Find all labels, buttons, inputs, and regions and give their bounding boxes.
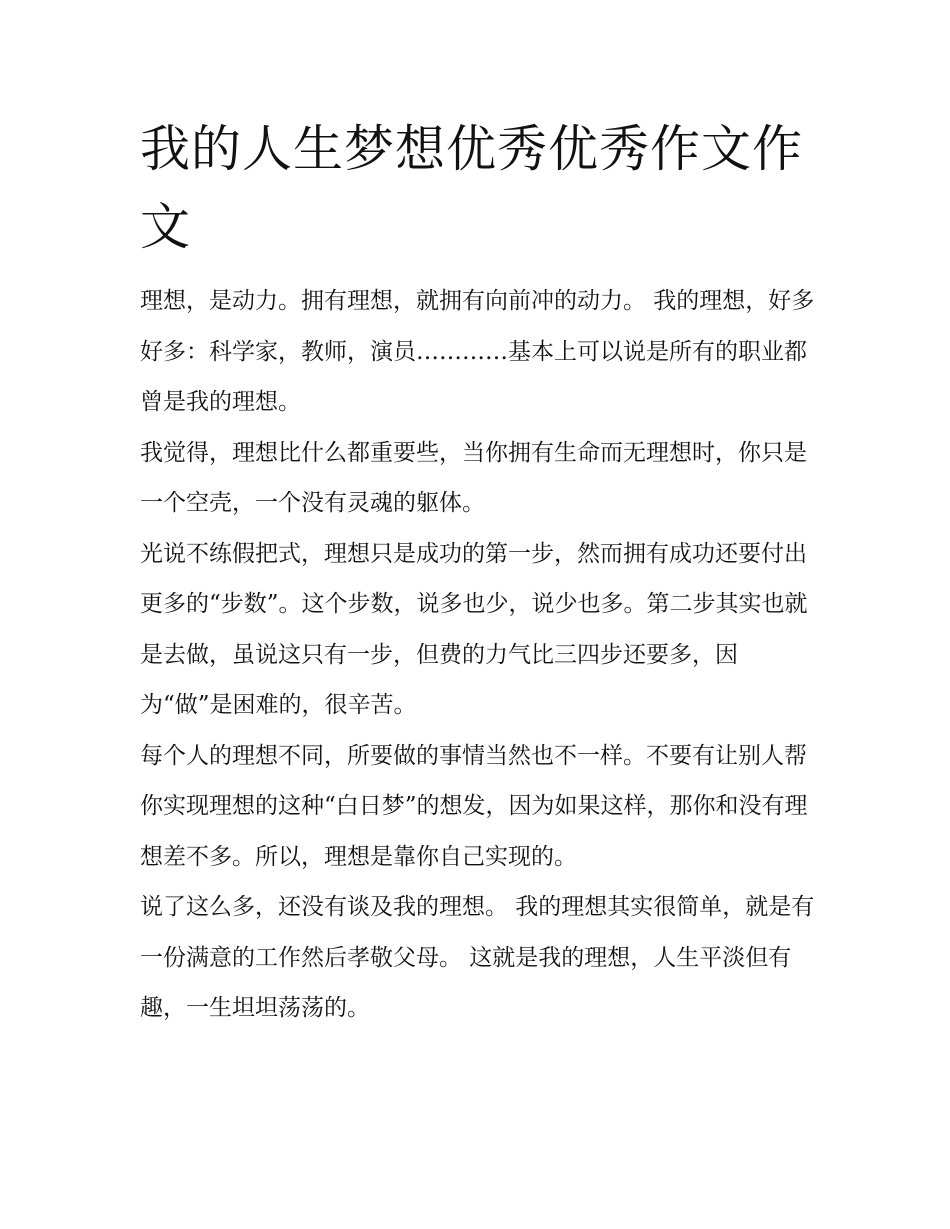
document-title: 我的人生梦想优秀优秀作文作文 — [140, 120, 803, 256]
paragraph: 我觉得，理想比什么都重要些，当你拥有生命而无理想时，你只是一个空壳，一个没有灵魂的躯体。 — [140, 439, 807, 516]
paragraph: 说了这么多，还没有谈及我的理想。 我的理想其实很简单，就是有一份满意的工作然后孝敬父母。 这就是我的理想，人生平淡但有趣，一生坦坦荡荡的。 — [140, 894, 815, 1021]
paragraph: 理想，是动力。拥有理想，就拥有向前冲的动力。 我的理想，好多好多：科学家，教师，演员…………基本上可以说是所有的职业都曾是我的理想。 — [140, 288, 815, 415]
paragraph: 光说不练假把式，理想只是成功的第一步，然而拥有成功还要付出更多的“步数”。这个步数，说多也少，说少也多。第二步其实也就是去做，虽说这只有一步，但费的力气比三四步还要多，因为“做”是困难的，很辛苦。 — [140, 540, 808, 718]
paragraph: 每个人的理想不同，所要做的事情当然也不一样。不要有让别人帮你实现理想的这种“白日梦”的想发，因为如果这样，那你和没有理想差不多。所以，理想是靠你自己实现的。 — [140, 742, 808, 870]
document-body — [140, 276, 820, 1034]
